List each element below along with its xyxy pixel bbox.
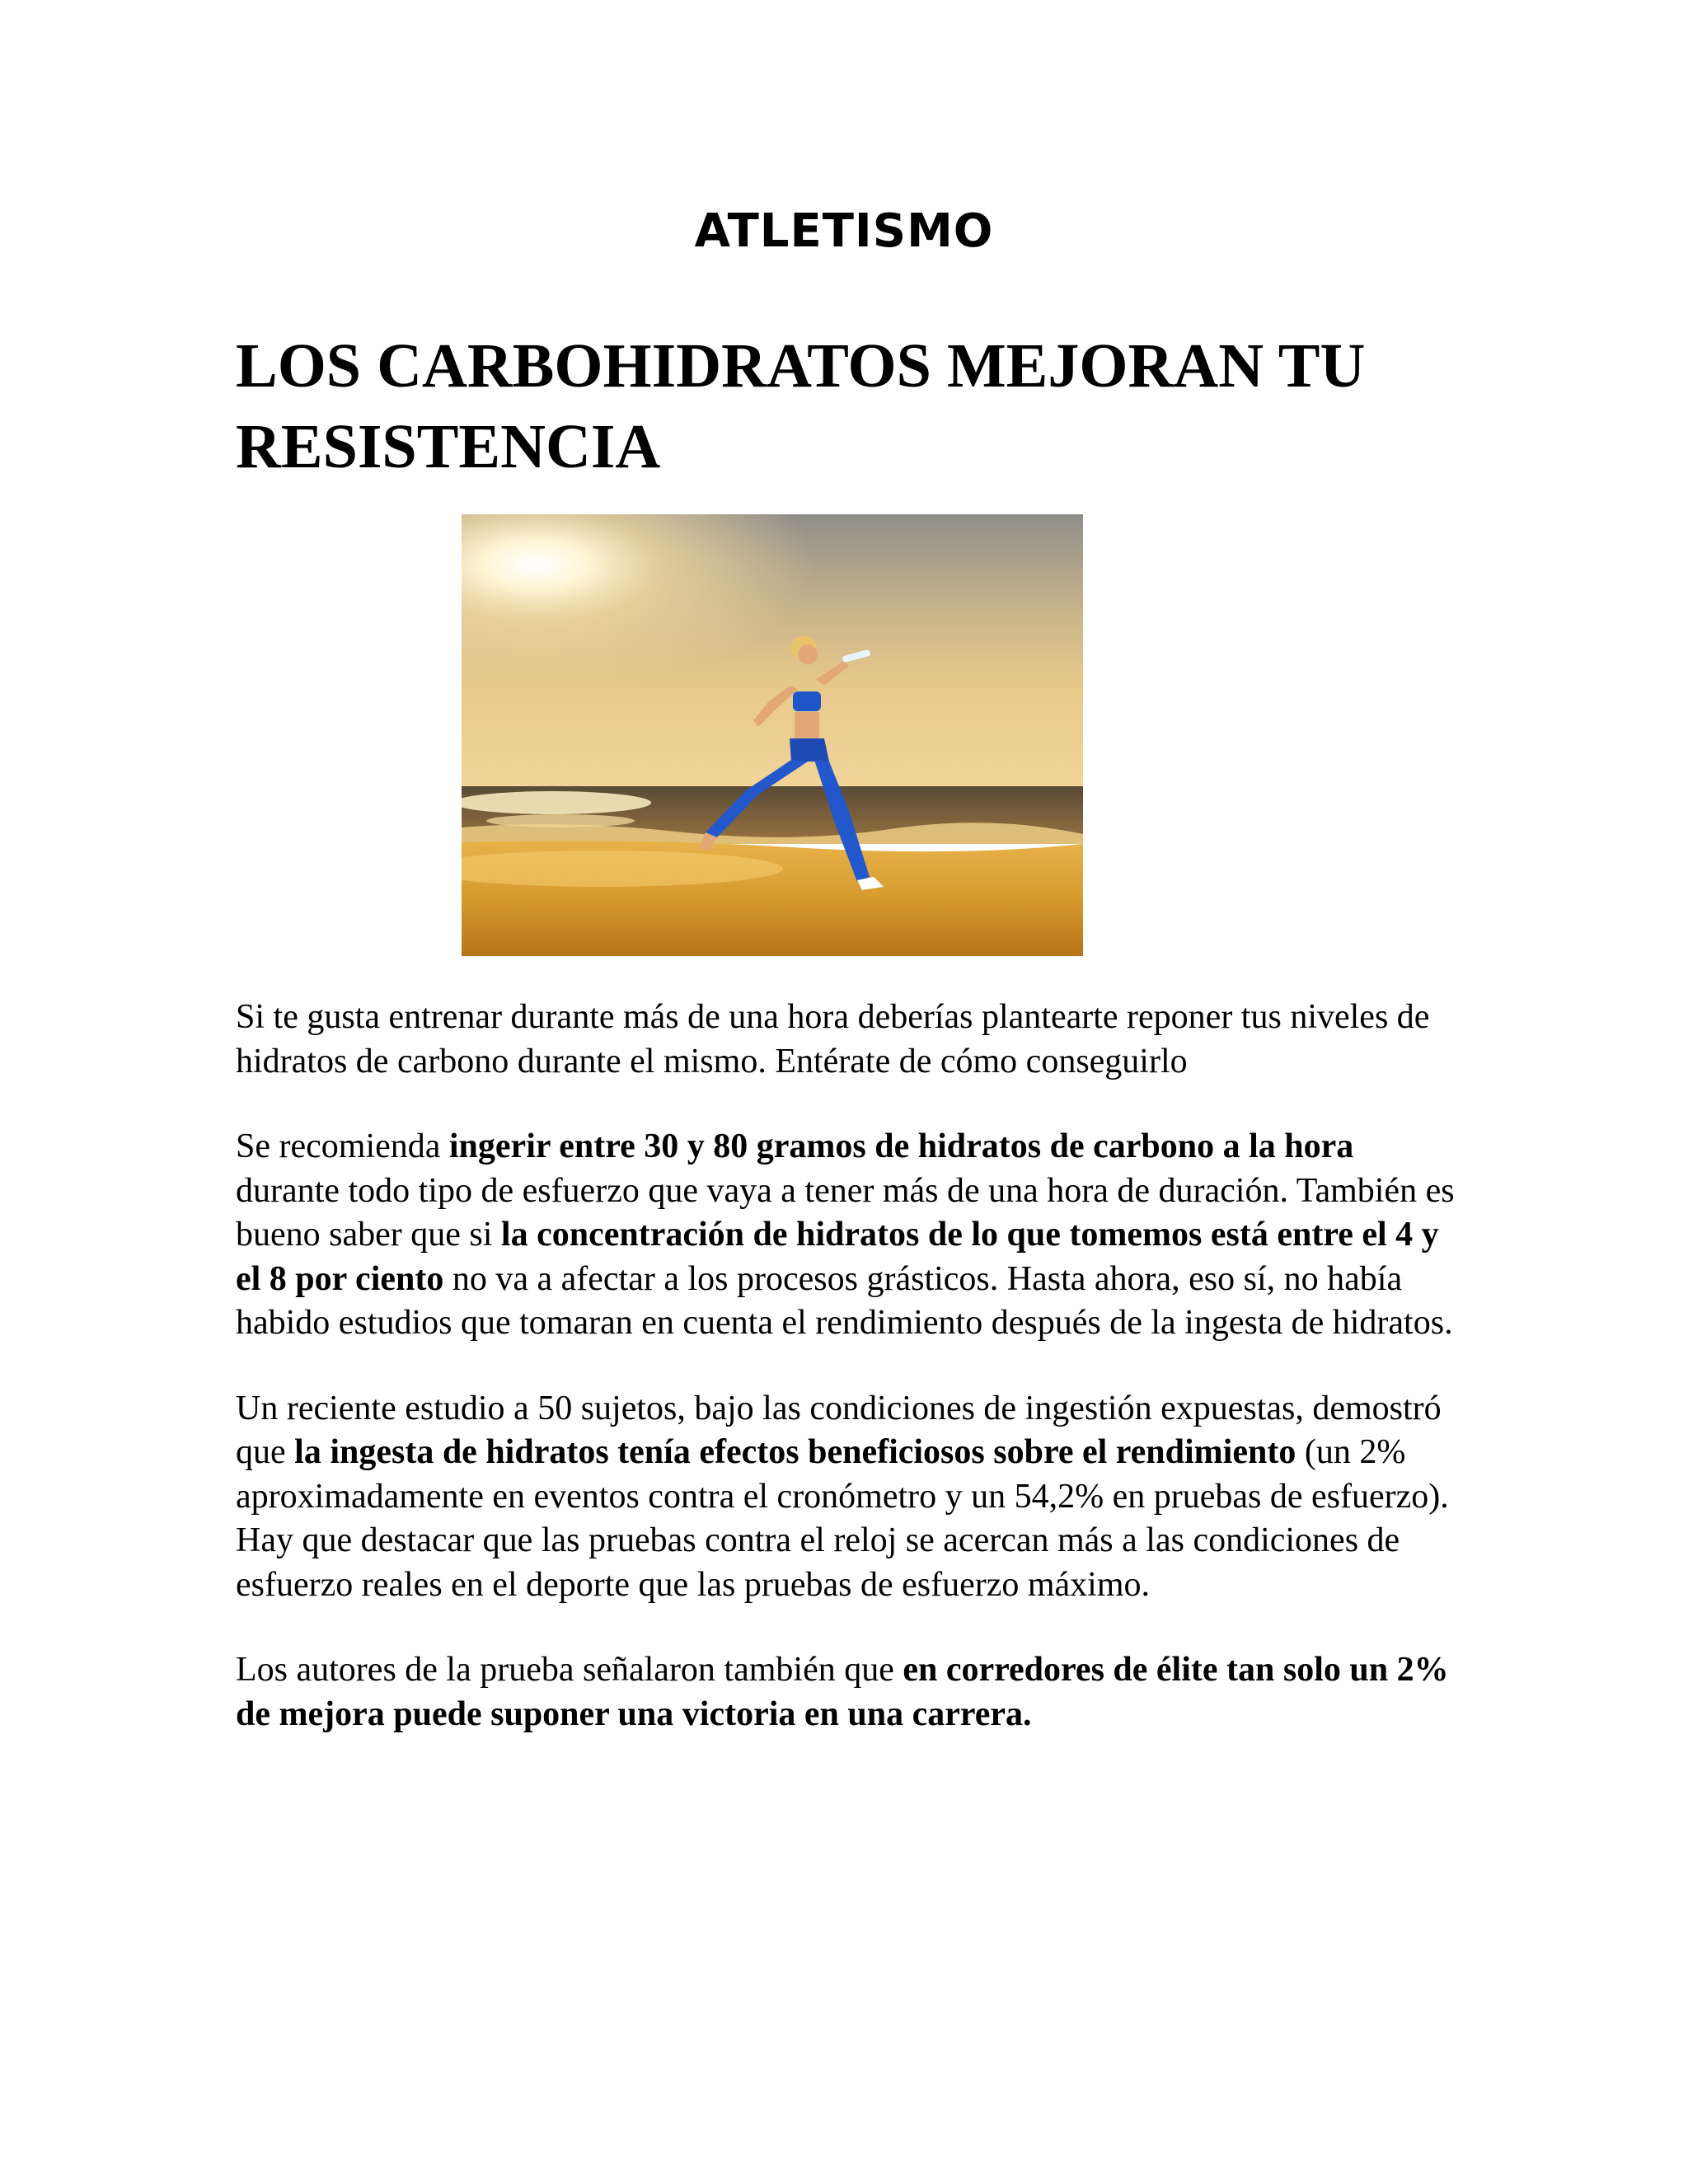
bold-text: ingerir entre 30 y 80 gramos de hidratos de carbono a la hora (448, 1127, 1354, 1165)
runner-on-beach-image (462, 514, 1083, 956)
article-body (236, 996, 1464, 1778)
paragraph (236, 1648, 1464, 1736)
text-run: Si te gusta entrenar durante más de una hora deberías plantearte reponer tus niveles de hidratos de carbono durante el mismo. Entérate de cómo conseguirlo (236, 998, 1430, 1080)
text-run: Los autores de la prueba señalaron también que (236, 1651, 903, 1689)
paragraph (236, 1125, 1464, 1346)
bold-text: en corredores de élite tan solo un 2% de mejora puede suponer una victoria en una carrera. (236, 1651, 1449, 1733)
bold-text: la ingesta de hidratos tenía efectos beneficiosos sobre el rendimiento (294, 1433, 1296, 1471)
text-run: (un 2% aproximadamente en eventos contra el cronómetro y un 54,2% en pruebas de esfuerzo). Hay que destacar que las pruebas contra el reloj se acercan más a las condiciones de esfuerzo reales en el deporte que las pruebas de esfuerzo máximo. (236, 1433, 1449, 1604)
article-headline: LOS CARBOHIDRATOS MEJORAN TU RESISTENCIA (236, 331, 1366, 481)
text-run: durante todo tipo de esfuerzo que vaya a tener más de una hora de duración. También es bueno saber que si (236, 1171, 1455, 1254)
text-run: Un reciente estudio a 50 sujetos, bajo las condiciones de ingestión expuestas, demostró que (236, 1389, 1442, 1471)
section-title: ATLETISMO (694, 204, 994, 258)
text-run: Se recomienda (236, 1127, 449, 1165)
article-photo (462, 514, 1083, 956)
paragraph (236, 1387, 1464, 1608)
paragraph (236, 996, 1464, 1084)
bold-text: la concentración de hidratos de lo que tomemos está entre el 4 y el 8 por ciento (236, 1216, 1439, 1298)
text-run: no va a afectar a los procesos grásticos. Hasta ahora, eso sí, no había habido estudios que tomaran en cuenta el rendimiento después de la ingesta de hidratos. (236, 1259, 1453, 1342)
